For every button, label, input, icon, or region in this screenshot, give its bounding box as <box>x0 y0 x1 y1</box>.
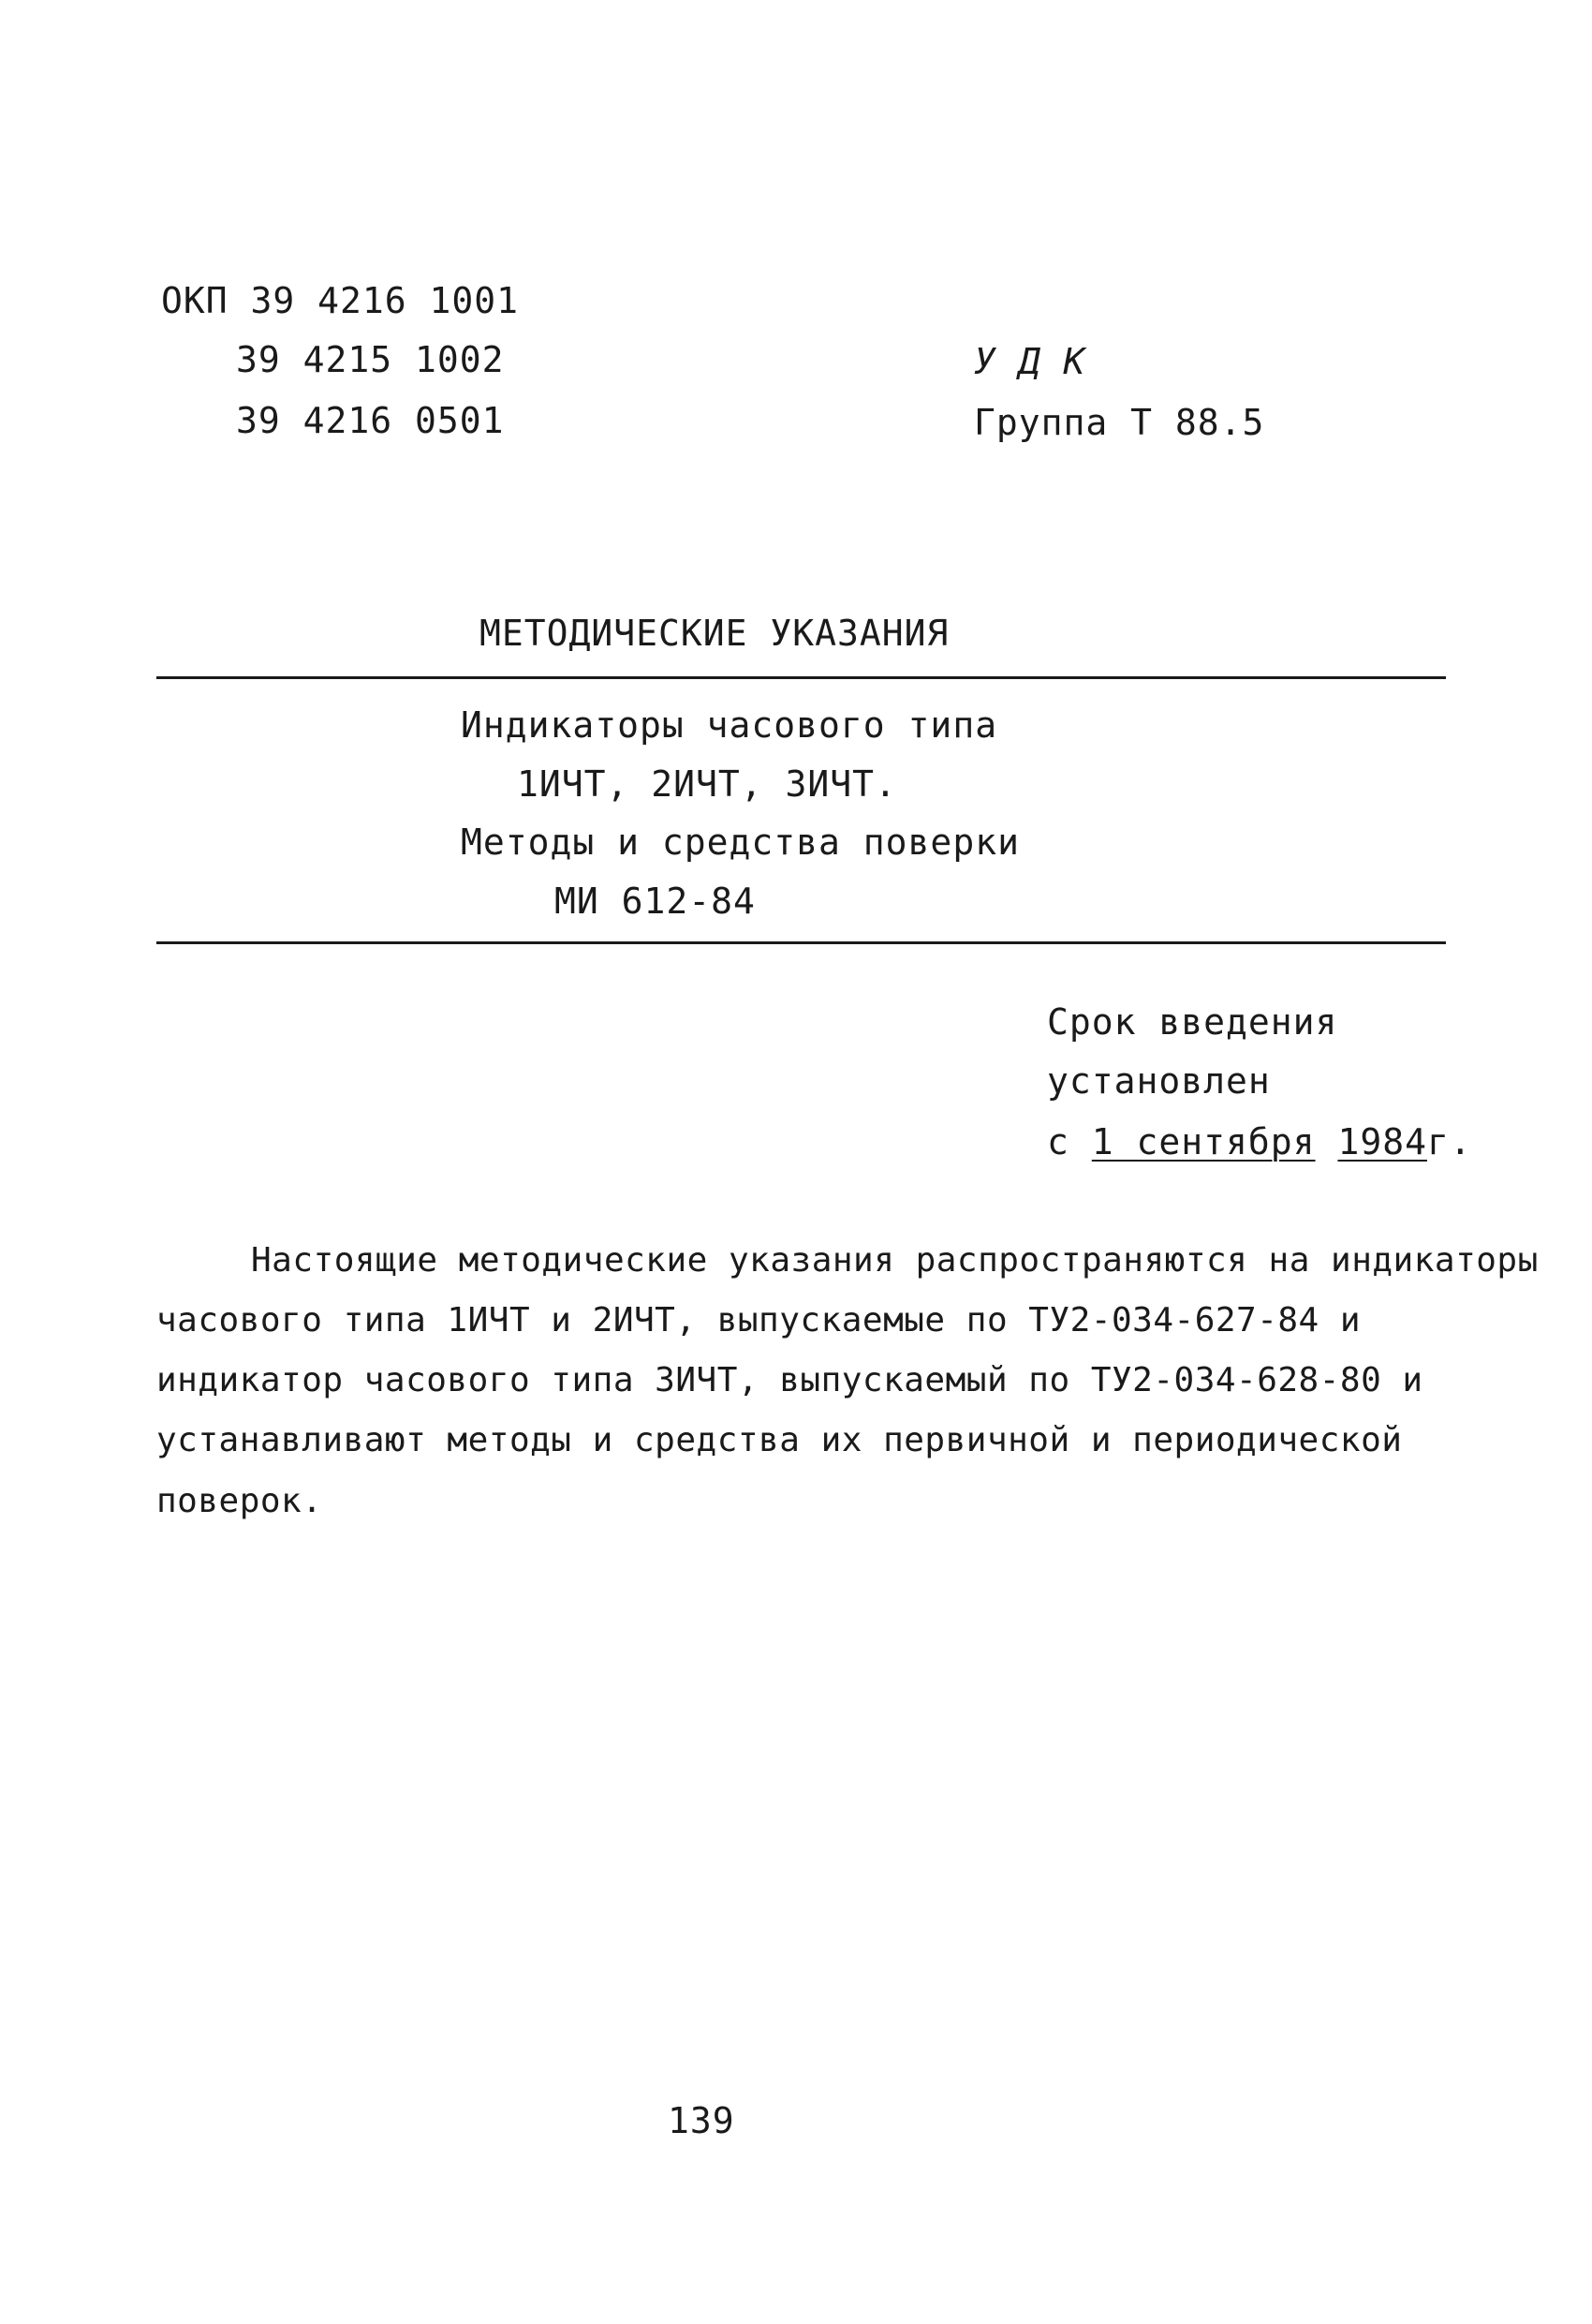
effective-line-1: Срок введения <box>1047 1001 1338 1043</box>
effective-prefix: с <box>1047 1121 1069 1162</box>
effective-date-line <box>1047 1121 1472 1162</box>
group-label: Группа Т 88.5 <box>974 402 1265 443</box>
okp-code-3: 39 4216 0501 <box>236 400 505 441</box>
title-line-3: Методы и средства поверки <box>461 822 1020 863</box>
udk-label: У Д К <box>974 341 1086 382</box>
okp-code-2: 39 4215 1002 <box>236 339 505 380</box>
body-line-3: индикатор часового типа 3ИЧТ, выпускаемый по ТУ2-034-628-80 и <box>156 1361 1423 1399</box>
effective-suffix: г. <box>1426 1121 1472 1162</box>
okp-code-1: ОКП 39 4216 1001 <box>161 280 520 321</box>
bottom-rule <box>156 941 1446 944</box>
body-line-5: поверок. <box>156 1482 323 1520</box>
title-line-1: Индикаторы часового типа <box>461 704 998 746</box>
title-line-2: 1ИЧТ, 2ИЧТ, 3ИЧТ. <box>517 763 897 805</box>
designation: МИ 612-84 <box>554 881 756 922</box>
body-line-4: устанавливают методы и средства их первичной и периодической <box>156 1421 1403 1459</box>
page-number: 139 <box>668 2100 735 2141</box>
doc-type-heading: МЕТОДИЧЕСКИЕ УКАЗАНИЯ <box>479 613 950 654</box>
top-rule <box>156 676 1446 679</box>
body-line-2: часового типа 1ИЧТ и 2ИЧТ, выпускаемые по ТУ2-034-627-84 и <box>156 1301 1362 1340</box>
effective-line-2: установлен <box>1047 1060 1271 1102</box>
effective-date: 1 сентября <box>1091 1121 1316 1162</box>
body-line-1: Настоящие методические указания распространяются на индикаторы <box>251 1241 1539 1280</box>
effective-year: 1984 <box>1337 1121 1427 1162</box>
